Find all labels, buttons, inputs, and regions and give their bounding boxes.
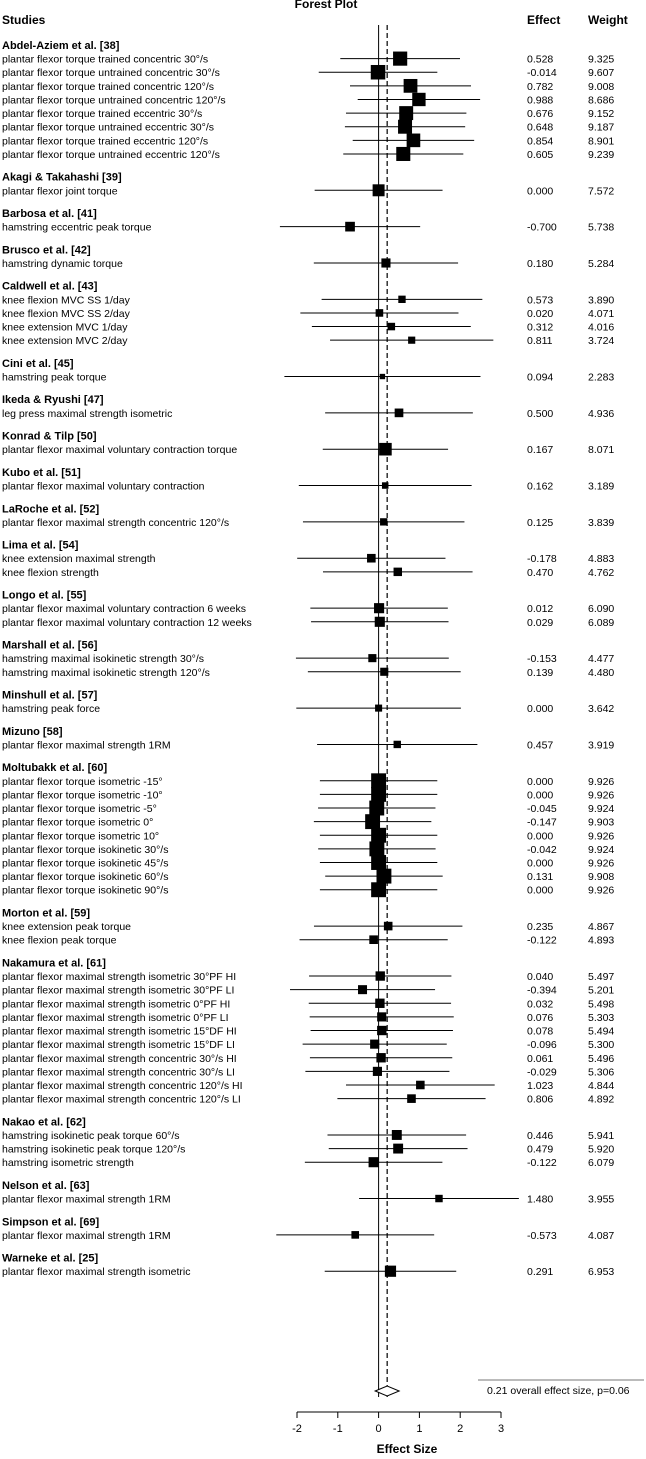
outcome-label: plantar flexor maximal strength isometric 15°DF HI	[2, 1025, 237, 1038]
outcome-label: knee flexion MVC SS 1/day	[2, 294, 130, 307]
outcome-label: plantar flexor torque isokinetic 30°/s	[2, 843, 169, 856]
effect-marker	[369, 801, 384, 816]
effect-value: -0.573	[527, 1229, 557, 1242]
effect-marker	[376, 971, 385, 980]
effect-value: 0.162	[527, 480, 554, 493]
outcome-label: plantar flexor maximal strength isometric 30°PF LI	[2, 984, 235, 997]
weight-value: 9.926	[588, 830, 615, 843]
outcome-label: plantar flexor maximal strength 1RM	[2, 739, 171, 752]
effect-value: 0.061	[527, 1052, 554, 1065]
study-name: Barbosa et al. [41]	[2, 208, 97, 221]
effect-marker	[398, 296, 405, 303]
effect-value: 0.076	[527, 1011, 554, 1024]
effect-value: 0.000	[527, 884, 554, 897]
weight-value: 5.494	[588, 1025, 615, 1038]
effect-marker	[396, 147, 410, 161]
effect-value: 0.470	[527, 566, 554, 579]
outcome-label: hamstring eccentric peak torque	[2, 221, 152, 234]
effect-marker	[375, 617, 385, 627]
outcome-label: plantar flexor torque untrained concentric 120°/s	[2, 94, 226, 107]
weight-value: 5.920	[588, 1143, 615, 1156]
effect-value: 0.312	[527, 321, 554, 334]
study-name: Ikeda & Ryushi [47]	[2, 394, 104, 407]
weight-value: 6.089	[588, 616, 615, 629]
effect-marker	[394, 741, 401, 748]
weight-value: 5.497	[588, 971, 615, 984]
weight-value: 2.283	[588, 371, 615, 384]
weight-value: 3.724	[588, 335, 615, 348]
effect-value: -0.178	[527, 553, 557, 566]
effect-value: 0.854	[527, 135, 554, 148]
weight-value: 4.936	[588, 407, 615, 420]
chart-title: Forest Plot	[294, 0, 358, 11]
weight-value: 3.890	[588, 294, 615, 307]
outcome-label: knee flexion MVC SS 2/day	[2, 307, 130, 320]
weight-value: 3.919	[588, 739, 615, 752]
effect-value: 1.480	[527, 1193, 554, 1206]
effect-marker	[394, 568, 402, 576]
column-header-studies: Studies	[2, 13, 46, 27]
effect-marker	[373, 1067, 382, 1076]
weight-value: 9.187	[588, 121, 615, 134]
effect-marker	[404, 79, 418, 93]
weight-value: 9.926	[588, 884, 615, 897]
effect-marker	[368, 654, 376, 662]
study-name: Marshall et al. [56]	[2, 639, 98, 652]
outcome-label: hamstring isometric strength	[2, 1157, 134, 1170]
effect-value: 0.648	[527, 121, 554, 134]
study-name: Morton et al. [59]	[2, 907, 91, 920]
outcome-label: knee flexion peak torque	[2, 934, 117, 947]
outcome-label: hamstring dynamic torque	[2, 257, 123, 270]
outcome-label: plantar flexor maximal strength concentric 120°/s HI	[2, 1080, 243, 1092]
study-name: Kubo et al. [51]	[2, 466, 81, 479]
effect-marker	[398, 120, 412, 134]
effect-marker	[385, 1266, 396, 1277]
x-axis-label: Effect Size	[376, 1442, 438, 1456]
study-name: Nakamura et al. [61]	[2, 957, 106, 970]
study-name: Lima et al. [54]	[2, 539, 79, 552]
outcome-label: plantar flexor torque trained concentric 30°/s	[2, 53, 209, 66]
outcome-label: plantar flexor maximal voluntary contraction 6 weeks	[2, 603, 246, 616]
x-tick-label: 2	[457, 1423, 464, 1435]
effect-marker	[393, 52, 407, 66]
effect-value: -0.029	[527, 1066, 557, 1079]
effect-marker	[369, 1157, 379, 1167]
effect-marker	[408, 337, 415, 344]
outcome-label: plantar flexor maximal strength isometric 0°PF LI	[2, 1011, 229, 1024]
weight-value: 7.572	[588, 185, 615, 198]
study-name: Warneke et al. [25]	[2, 1252, 99, 1265]
weight-value: 6.953	[588, 1266, 615, 1279]
overall-effect-label: 0.21 overall effect size, p=0.06	[487, 1385, 630, 1397]
effect-marker	[416, 1081, 425, 1090]
effect-value: 0.573	[527, 294, 554, 307]
effect-marker	[369, 841, 384, 856]
effect-value: 0.457	[527, 739, 554, 752]
outcome-label: plantar flexor maximal voluntary contraction torque	[2, 444, 238, 457]
outcome-label: plantar flexor torque isometric 10°	[2, 830, 160, 843]
effect-value: 0.811	[527, 335, 553, 348]
weight-value: 5.941	[588, 1129, 615, 1142]
effect-marker	[351, 1231, 359, 1239]
outcome-label: knee extension MVC 1/day	[2, 321, 128, 334]
weight-value: 8.071	[588, 444, 615, 457]
effect-value: -0.045	[527, 803, 557, 816]
weight-value: 4.477	[588, 653, 615, 666]
study-name: Simpson et al. [69]	[2, 1216, 100, 1229]
outcome-label: plantar flexor torque trained eccentric 120°/s	[2, 135, 209, 148]
effect-value: 0.000	[527, 789, 554, 802]
study-name: Caldwell et al. [43]	[2, 280, 98, 293]
outcome-label: leg press maximal strength isometric	[2, 407, 173, 420]
column-header-weight: Weight	[588, 13, 628, 27]
effect-value: 0.500	[527, 407, 554, 420]
weight-value: 5.201	[588, 984, 615, 997]
effect-value: 0.291	[527, 1266, 554, 1279]
weight-value: 8.901	[588, 135, 615, 148]
outcome-label: knee extension peak torque	[2, 921, 132, 934]
weight-value: 5.738	[588, 221, 615, 234]
study-name: Nelson et al. [63]	[2, 1179, 90, 1192]
study-name: LaRoche et al. [52]	[2, 503, 100, 516]
weight-value: 9.903	[588, 816, 615, 829]
weight-value: 4.883	[588, 553, 615, 566]
outcome-label: knee extension maximal strength	[2, 553, 156, 566]
effect-value: 0.167	[527, 444, 554, 457]
weight-value: 4.844	[588, 1080, 615, 1092]
study-name: Longo et al. [55]	[2, 589, 87, 602]
effect-value: 0.782	[527, 80, 554, 93]
effect-value: -0.042	[527, 843, 557, 856]
outcome-label: plantar flexor maximal strength isometric	[2, 1266, 191, 1279]
weight-value: 6.079	[588, 1157, 615, 1170]
effect-marker	[365, 814, 380, 829]
outcome-label: plantar flexor maximal strength 1RM	[2, 1193, 171, 1206]
effect-marker	[367, 554, 376, 563]
effect-value: 0.094	[527, 371, 554, 384]
weight-value: 9.008	[588, 80, 615, 93]
effect-value: -0.122	[527, 934, 557, 947]
outcome-label: plantar flexor torque isokinetic 45°/s	[2, 857, 169, 870]
outcome-label: hamstring peak torque	[2, 371, 107, 384]
effect-marker	[393, 1144, 403, 1154]
effect-marker	[370, 1040, 379, 1049]
study-name: Moltubakk et al. [60]	[2, 762, 108, 775]
effect-value: 0.029	[527, 616, 554, 629]
weight-value: 4.016	[588, 321, 615, 334]
outcome-label: plantar flexor maximal voluntary contraction 12 weeks	[2, 616, 252, 629]
weight-value: 9.239	[588, 148, 615, 161]
effect-value: -0.014	[527, 67, 557, 80]
effect-marker	[412, 93, 425, 106]
outcome-label: knee extension MVC 2/day	[2, 335, 128, 348]
outcome-label: plantar flexor torque isometric 0°	[2, 816, 154, 829]
effect-marker	[395, 409, 404, 418]
effect-marker	[379, 443, 392, 456]
weight-value: 4.087	[588, 1229, 615, 1242]
outcome-label: knee flexion strength	[2, 566, 99, 579]
outcome-label: plantar flexor maximal strength concentric 30°/s HI	[2, 1052, 237, 1065]
effect-value: 0.012	[527, 603, 554, 616]
weight-value: 5.284	[588, 257, 615, 270]
effect-marker	[388, 323, 396, 331]
effect-value: 0.180	[527, 257, 554, 270]
weight-value: 5.496	[588, 1052, 615, 1065]
effect-marker	[392, 1130, 402, 1140]
effect-marker	[358, 985, 367, 994]
outcome-label: plantar flexor torque untrained eccentric 30°/s	[2, 121, 214, 134]
study-name: Nakao et al. [62]	[2, 1116, 86, 1129]
outcome-label: plantar flexor torque untrained eccentric 120°/s	[2, 148, 220, 161]
outcome-label: plantar flexor maximal strength isometric 30°PF HI	[2, 971, 237, 984]
effect-value: 0.020	[527, 307, 554, 320]
effect-marker	[345, 222, 355, 232]
study-name: Minshull et al. [57]	[2, 689, 98, 702]
weight-value: 8.686	[588, 94, 615, 107]
x-tick-label: 3	[497, 1423, 505, 1435]
effect-marker	[381, 258, 390, 267]
outcome-label: plantar flexor maximal strength concentric 30°/s LI	[2, 1066, 235, 1079]
outcome-label: plantar flexor torque isometric -15°	[2, 775, 163, 788]
effect-value: -0.394	[527, 984, 557, 997]
outcome-label: plantar flexor torque isometric -5°	[2, 803, 157, 816]
effect-value: -0.147	[527, 816, 557, 829]
weight-value: 9.926	[588, 775, 615, 788]
effect-value: -0.153	[527, 653, 557, 666]
weight-value: 3.642	[588, 703, 615, 716]
weight-value: 9.325	[588, 53, 615, 66]
study-name: Akagi & Takahashi [39]	[2, 171, 122, 184]
outcome-label: hamstring isokinetic peak torque 120°/s	[2, 1143, 186, 1156]
study-name: Abdel-Aziem et al. [38]	[2, 40, 120, 52]
x-tick-label: -2	[292, 1423, 302, 1435]
weight-value: 3.955	[588, 1193, 615, 1206]
effect-value: 0.139	[527, 666, 554, 679]
outcome-label: plantar flexor torque trained concentric 120°/s	[2, 80, 214, 93]
weight-value: 5.306	[588, 1066, 615, 1079]
x-tick-label: -1	[332, 1423, 343, 1435]
effect-value: 0.032	[527, 998, 554, 1011]
effect-marker	[375, 999, 384, 1008]
effect-value: 0.000	[527, 857, 554, 870]
x-axis	[292, 25, 644, 1435]
effect-value: 0.131	[527, 871, 554, 884]
effect-value: 0.125	[527, 516, 554, 529]
effect-marker	[399, 106, 413, 120]
effect-value: 0.078	[527, 1025, 554, 1038]
weight-value: 4.762	[588, 566, 615, 579]
outcome-label: hamstring maximal isokinetic strength 30°/s	[2, 653, 205, 666]
effect-marker	[384, 922, 393, 931]
outcome-label: plantar flexor maximal strength 1RM	[2, 1229, 171, 1242]
effect-value: -0.096	[527, 1039, 557, 1052]
effect-value: 0.605	[527, 148, 554, 161]
outcome-label: hamstring peak force	[2, 703, 101, 716]
weight-value: 9.908	[588, 871, 615, 884]
outcome-label: plantar flexor torque trained eccentric 30°/s	[2, 108, 203, 121]
effect-marker	[407, 1094, 416, 1103]
weight-value: 4.892	[588, 1093, 615, 1106]
effect-value: 0.988	[527, 94, 554, 107]
weight-value: 5.300	[588, 1039, 615, 1052]
outcome-label: plantar flexor maximal strength concentric 120°/s	[2, 516, 230, 529]
outcome-label: hamstring maximal isokinetic strength 120°/s	[2, 666, 210, 679]
effect-marker	[435, 1195, 442, 1202]
column-header-effect: Effect	[527, 13, 561, 27]
weight-value: 9.926	[588, 857, 615, 870]
effect-value: 0.446	[527, 1129, 554, 1142]
effect-marker	[380, 374, 385, 379]
weight-value: 4.893	[588, 934, 615, 947]
effect-value: -0.122	[527, 1157, 557, 1170]
weight-value: 9.607	[588, 67, 615, 80]
study-name: Brusco et al. [42]	[2, 244, 91, 257]
study-name: Cini et al. [45]	[2, 357, 74, 370]
effect-value: 0.479	[527, 1143, 554, 1156]
weight-value: 9.924	[588, 843, 615, 856]
weight-value: 3.839	[588, 516, 615, 529]
weight-value: 5.303	[588, 1011, 615, 1024]
study-name: Mizuno [58]	[2, 725, 63, 738]
effect-marker	[369, 935, 378, 944]
effect-value: 0.676	[527, 108, 554, 121]
weight-value: 9.152	[588, 108, 615, 121]
weight-value: 6.090	[588, 603, 615, 616]
effect-value: 1.023	[527, 1080, 554, 1092]
effect-marker	[376, 309, 384, 317]
weight-value: 5.498	[588, 998, 615, 1011]
outcome-label: plantar flexor joint torque	[2, 185, 118, 198]
weight-value: 9.926	[588, 789, 615, 802]
outcome-label: plantar flexor maximal strength isometric 15°DF LI	[2, 1039, 235, 1052]
outcome-label: plantar flexor torque untrained concentric 30°/s	[2, 67, 220, 80]
effect-value: 0.000	[527, 775, 554, 788]
effect-value: -0.700	[527, 221, 557, 234]
x-tick-label: 0	[375, 1423, 382, 1435]
outcome-label: plantar flexor maximal strength concentric 120°/s LI	[2, 1093, 241, 1106]
outcome-label: plantar flexor maximal strength isometric 0°PF HI	[2, 998, 231, 1011]
weight-value: 4.480	[588, 666, 615, 679]
effect-value: 0.000	[527, 703, 554, 716]
effect-value: 0.528	[527, 53, 554, 66]
effect-marker	[407, 134, 421, 148]
weight-value: 9.924	[588, 803, 615, 816]
weight-value: 4.071	[588, 307, 615, 320]
weight-value: 4.867	[588, 921, 615, 934]
effect-value: 0.235	[527, 921, 554, 934]
x-tick-label: 1	[416, 1423, 423, 1435]
weight-value: 3.189	[588, 480, 615, 493]
outcome-label: hamstring isokinetic peak torque 60°/s	[2, 1129, 180, 1142]
effect-marker	[371, 65, 386, 80]
effect-value: 0.040	[527, 971, 554, 984]
outcome-label: plantar flexor maximal voluntary contraction	[2, 480, 205, 493]
effect-marker	[380, 518, 387, 525]
effect-marker	[376, 1053, 385, 1062]
outcome-label: plantar flexor torque isometric -10°	[2, 789, 163, 802]
outcome-label: plantar flexor torque isokinetic 90°/s	[2, 884, 169, 897]
rows-layer	[2, 40, 614, 1278]
effect-value: 0.000	[527, 830, 554, 843]
study-name: Konrad & Tilp [50]	[2, 430, 97, 443]
outcome-label: plantar flexor torque isokinetic 60°/s	[2, 871, 169, 884]
effect-value: 0.000	[527, 185, 554, 198]
effect-value: 0.806	[527, 1093, 554, 1106]
